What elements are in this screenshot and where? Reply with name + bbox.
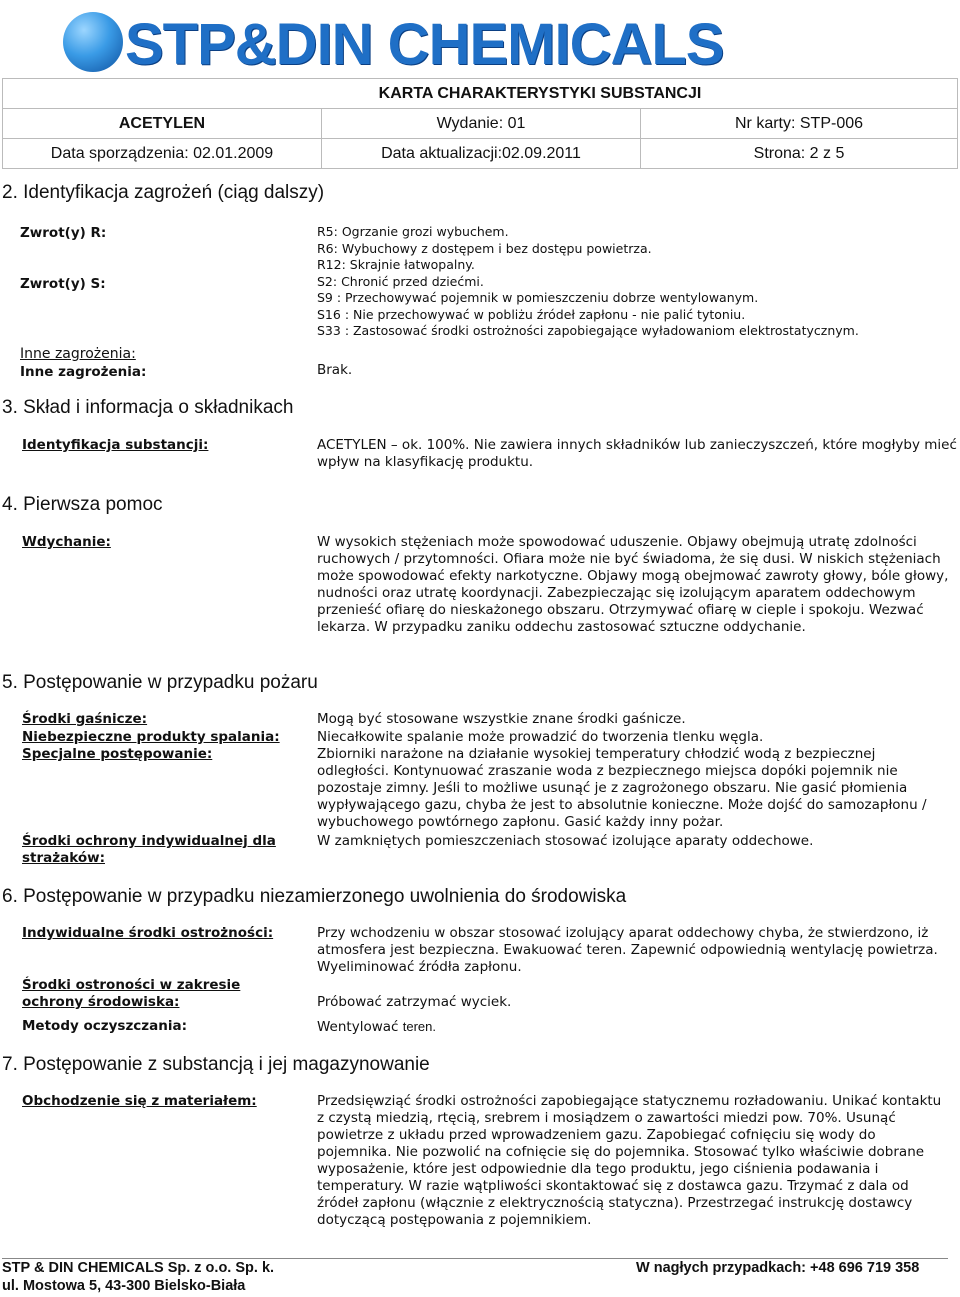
s-phrases-label: Zwrot(y) S:: [20, 276, 106, 292]
special-procedures-label: Specjalne postępowanie:: [22, 746, 213, 762]
environmental-precautions-label: Środki ostroności w zakresie ochrony środowiska:: [22, 977, 241, 1010]
personal-precautions-text: Przy wchodzeniu w obszar stosować izolujący aparat oddechowy chyba, że stwierdzono, iż atmosfera jest bezpieczna. Ewakuować teren. Zapewnić odpowiednią wentylację powietrza. Wyeliminować źródła zapłonu.: [317, 925, 938, 975]
extinguishing-media-label: Środki gaśnicze:: [22, 711, 148, 727]
inhalation-text: W wysokich stężeniach może spowodować uduszenie. Objawy obejmują utratę zdolności ruchowych / przytomności. Ofiara może nie być świadoma, że się dusi. W niskich stężeniach może spowodować efekty narkotyczne. Objawy mogą obejmować zawroty głowy, bóle głowy, nudności oraz utratę koordynacji. Zabezpieczając się izolującym aparatem oddechowym przenieść ofiarę do nieskażonego obszaru. Otrzymywać ofiarę w cieple i spokoju. Wezwać lekarza. W przypadku zaniku oddechu zastosować sztuczne oddychanie.: [317, 534, 949, 635]
footer-divider: [2, 1258, 948, 1259]
logo-wordmark: STP&DIN CHEMICALS: [125, 12, 724, 77]
section-6-title: 6. Postępowanie w przypadku niezamierzonego uwolnienia do środowiska: [2, 886, 627, 907]
section-5-title: 5. Postępowanie w przypadku pożaru: [2, 672, 318, 693]
updated-date: Data aktualizacji:02.09.2011: [322, 139, 641, 169]
phrase-line: R12: Skrajnie łatwopalny.: [317, 257, 475, 272]
r-phrases-label: Zwrot(y) R:: [20, 225, 107, 241]
section-4-title: 4. Pierwsza pomoc: [2, 494, 163, 515]
other-hazards-label: Inne zagrożenia:: [20, 364, 147, 380]
page-number: Strona: 2 z 5: [641, 139, 958, 169]
personal-precautions-label: Indywidualne środki ostrożności:: [22, 925, 274, 941]
footer-emergency: W nagłych przypadkach: +48 696 719 358: [636, 1260, 920, 1276]
cleanup-methods-label: Metody oczyszczania:: [22, 1018, 188, 1034]
section-2-title: 2. Identyfikacja zagrożeń (ciąg dalszy): [2, 182, 325, 203]
substance-identification-label: Identyfikacja substancji:: [22, 437, 209, 453]
cleanup-methods-text: [317, 1018, 436, 1036]
handling-label: Obchodzenie się z materiałem:: [22, 1093, 257, 1109]
firefighter-protection-label: Środki ochrony indywidualnej dla strażaków:: [22, 833, 276, 866]
logo-globe-icon: [63, 12, 123, 72]
combustion-products-text: Niecałkowite spalanie może prowadzić do tworzenia tlenku węgla.: [317, 729, 764, 745]
phrase-line: S16 : Nie przechowywać w pobliżu źródeł zapłonu - nie palić tytoniu.: [317, 306, 746, 322]
company-logo: [55, 4, 935, 80]
edition: Wydanie: 01: [322, 109, 641, 139]
section-7-title: 7. Postępowanie z substancją i jej magazynowanie: [2, 1054, 430, 1075]
risk-safety-phrases: [317, 224, 859, 340]
substance-name: ACETYLEN: [3, 109, 322, 139]
special-procedures-text: Zbiorniki narażone na działanie wysokiej temperatury chłodzić wodą z bezpiecznej odległości. Kontynuować zraszanie woda z bezpiecznego miejsca dopóki pojemnik nie pozostaje zimny. Jeśli to możliwe usunąć je z zagrożonego obszaru. Nie gasić płomienia wypływającego gazu, chyba że jest to absolutnie konieczne. Może dojść do samozapłonu / wybuchowego powtórnego zapłonu. Gasić każdy inny pożar.: [317, 746, 927, 830]
cleanup-text-b: teren.: [402, 1019, 436, 1034]
document-header: [2, 78, 958, 169]
environmental-precautions-text: Próbować zatrzymać wyciek.: [317, 994, 512, 1010]
combustion-products-label: Niebezpieczne produkty spalania:: [22, 729, 280, 745]
firefighter-protection-text: W zamkniętych pomieszczeniach stosować izolujące aparaty oddechowe.: [317, 833, 814, 849]
created-date: Data sporządzenia: 02.01.2009: [3, 139, 322, 169]
other-hazards-heading: Inne zagrożenia:: [20, 346, 136, 362]
extinguishing-media-text: Mogą być stosowane wszystkie znane środki gaśnicze.: [317, 711, 686, 727]
phrase-line: R6: Wybuchowy z dostępem i bez dostępu powietrza.: [317, 240, 652, 256]
cleanup-text-a: Wentylować: [317, 1019, 399, 1035]
document-title: KARTA CHARAKTERYSTYKI SUBSTANCJI: [3, 79, 958, 109]
handling-text: Przedsięwziąć środki ostrożności zapobiegające statycznemu rozładowaniu. Unikać kontaktu z czystą miedzią, rtęcią, srebrem i mosiądzem o zawartości miedzi pow. 70%. Usunąć powietrze z układu przed wprowadzeniem gazu. Zapobiegać cofnięciu się wody do pojemnika. Nie pozwolić na cofnięcie się do pojemnika. Stosować tylko właściwie dobrane wyposażenie, które jest odpowiednie dla tego produktu, jego ciśnienia podawania i temperatury. W razie wątpliwości skontaktować się z dostawca gazu. Trzymać z dala od źródeł zapłonu (włącznie z elektrycznością statyczna). Przestrzegać instrukcję dostawcy dotyczącą postępowania z pojemnikiem.: [317, 1093, 942, 1228]
substance-identification-text: ACETYLEN – ok. 100%. Nie zawiera innych składników lub zanieczyszczeń, które mogłyby mieć wpływ na klasyfikację produktu.: [317, 437, 957, 470]
phrase-line: S2: Chronić przed dziećmi.: [317, 273, 484, 289]
footer-address: ul. Mostowa 5, 43-300 Bielsko-Biała: [2, 1278, 246, 1294]
phrase-line: S33 : Zastosować środki ostrożności zapobiegające wyładowaniom elektrostatycznym.: [317, 323, 859, 338]
phrase-line: S9 : Przechowywać pojemnik w pomieszczeniu dobrze wentylowanym.: [317, 290, 759, 305]
other-hazards-value: Brak.: [317, 362, 353, 378]
card-number: Nr karty: STP-006: [641, 109, 958, 139]
phrase-line: R5: Ogrzanie grozi wybuchem.: [317, 224, 509, 239]
footer-company: STP & DIN CHEMICALS Sp. z o.o. Sp. k.: [2, 1260, 275, 1276]
section-3-title: 3. Skład i informacja o składnikach: [2, 397, 294, 418]
inhalation-label: Wdychanie:: [22, 534, 111, 550]
